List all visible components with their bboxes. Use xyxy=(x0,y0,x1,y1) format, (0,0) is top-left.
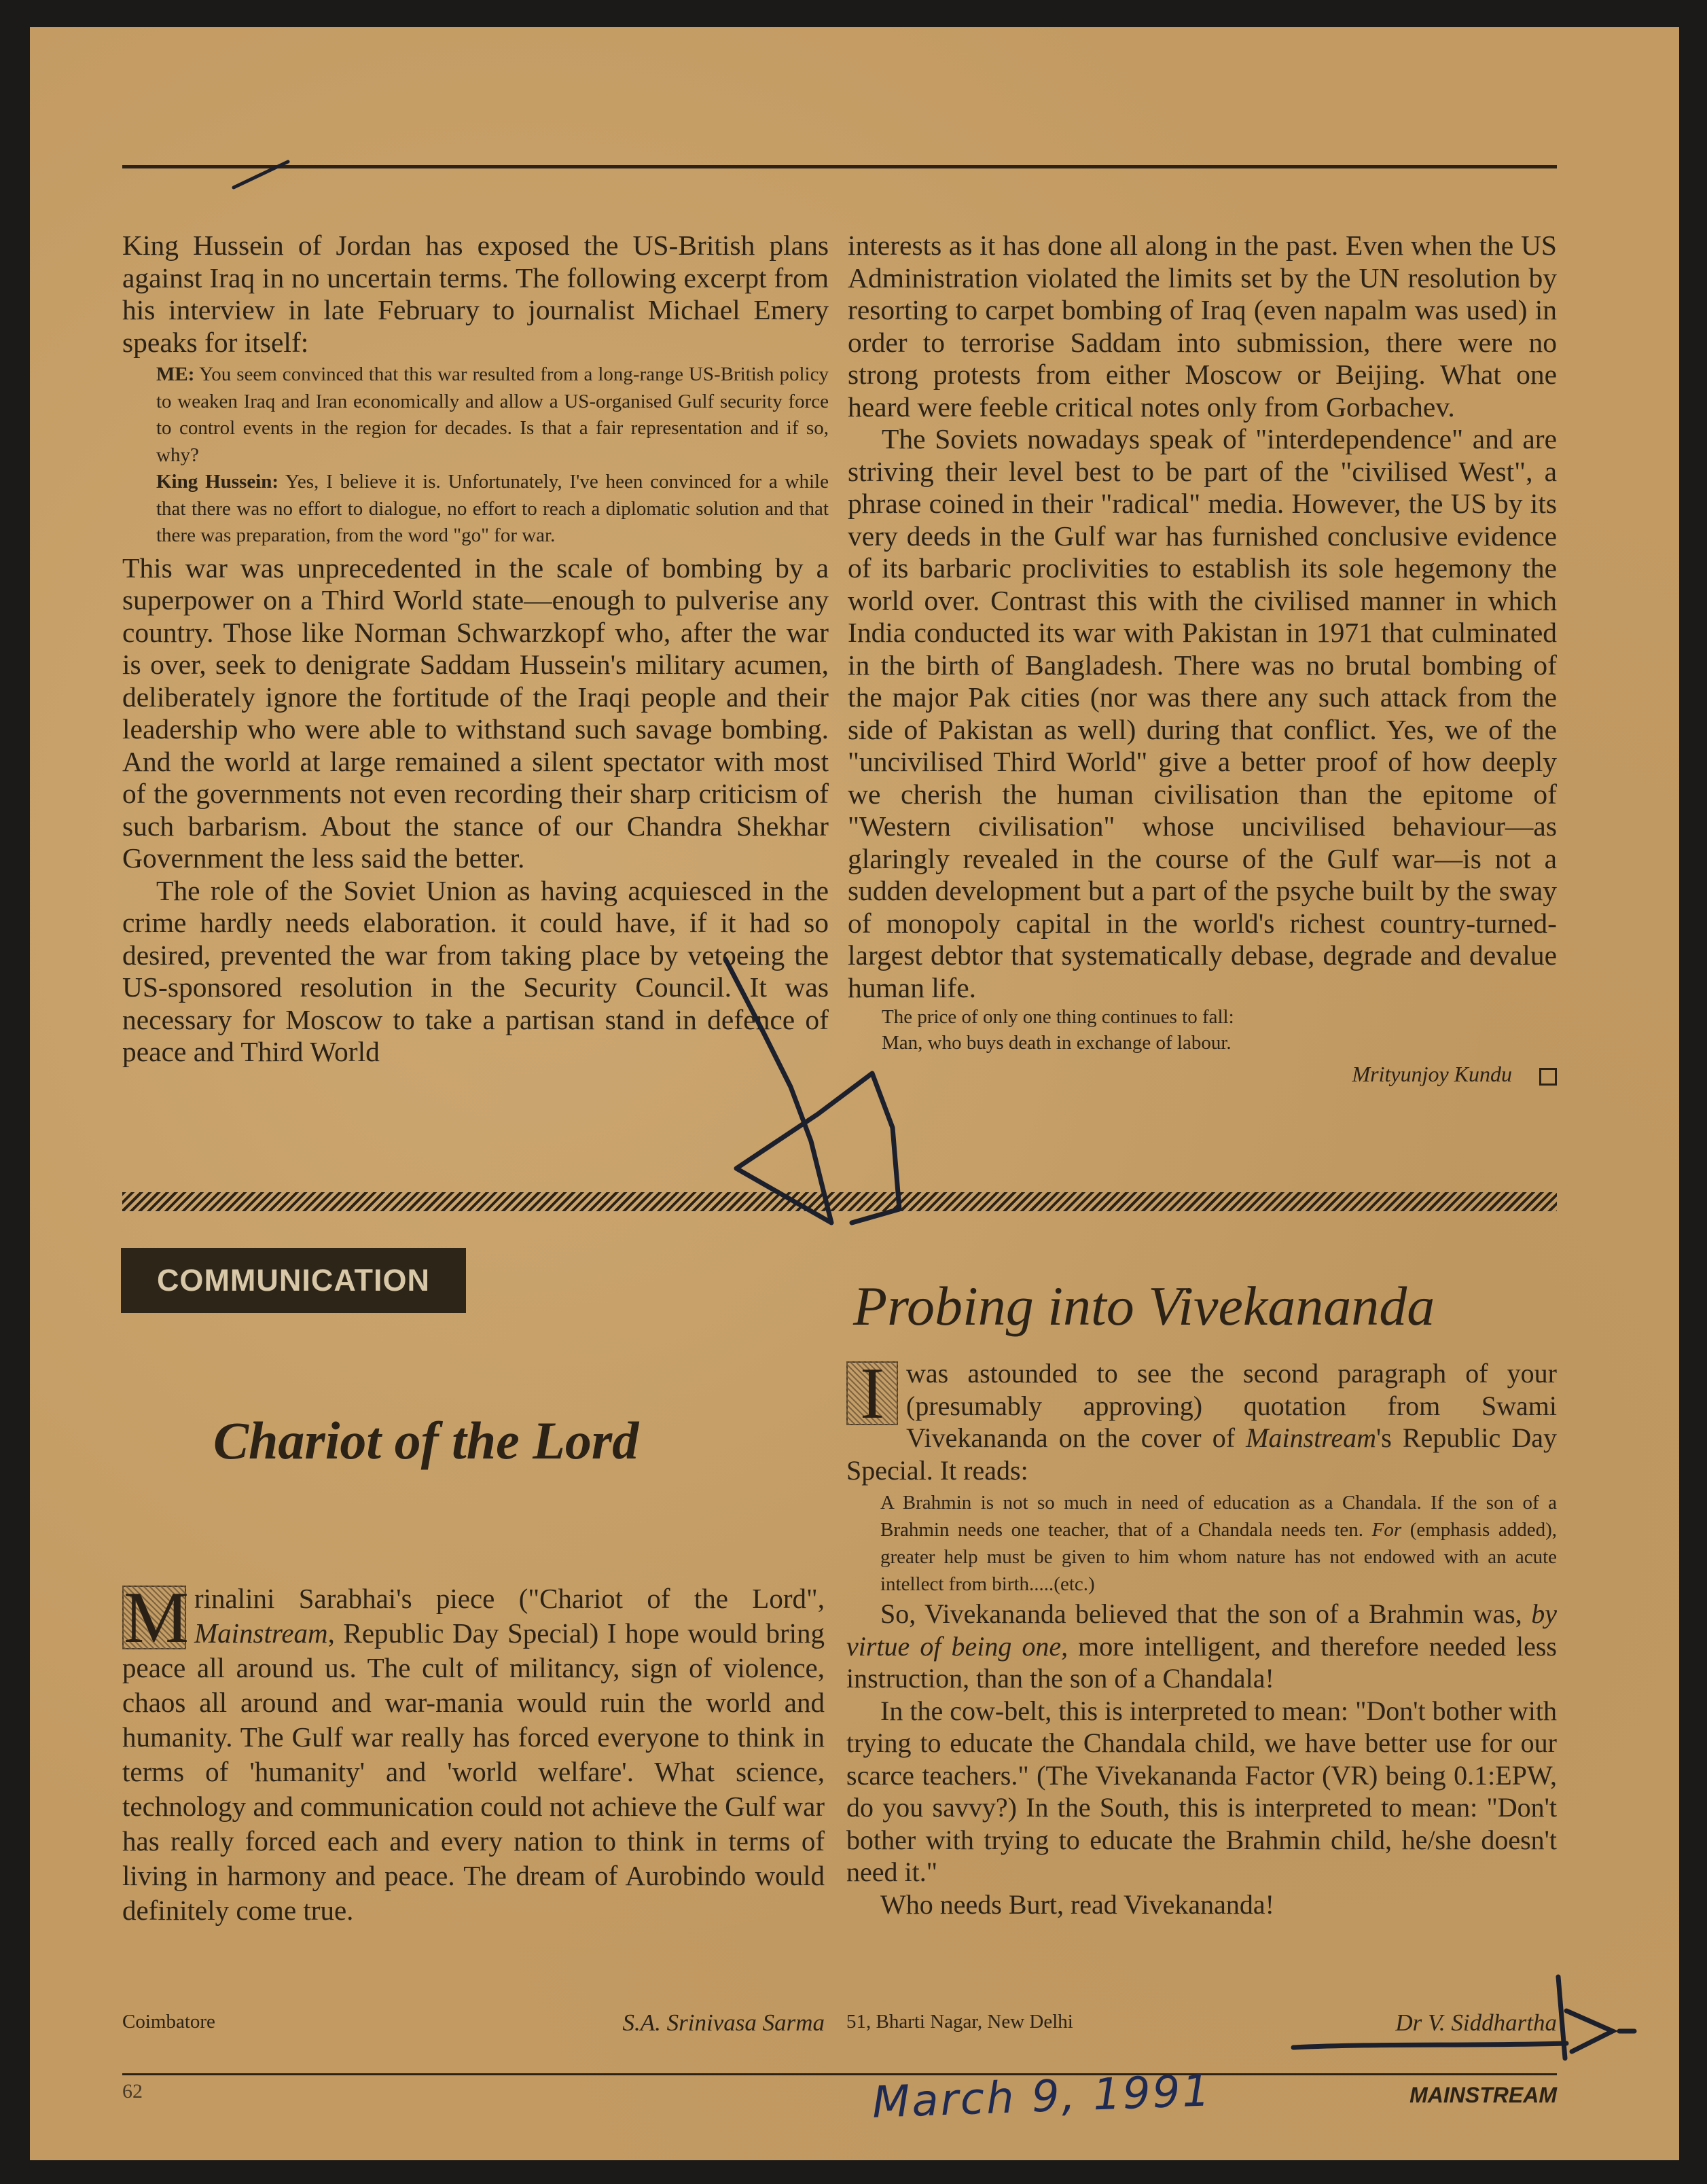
left-article-paragraph-2: This war was unprecedented in the scale of bombing by a superpower on a Third World state—enough to pulverise any country. Those like Norman Schwarzkopf who, after the war is over, seek to denigrate Saddam Hussein's military acumen, deliberately ignore the fortitude of the Iraqi people and their leadership who were able to withstand such savage bombing. And the world at large remained a silent spectator with most of the governments not even recording their sharp criticism of such barbarism. About the stance of our Chandra Shekhar Government the less said the better. xyxy=(122,552,829,874)
letter2-author: Dr V. Siddhartha xyxy=(1395,2009,1557,2036)
letter2-place: 51, Bharti Nagar, New Delhi xyxy=(846,2011,1073,2033)
letter2-title: Probing into Vivekananda xyxy=(853,1275,1435,1337)
corner-check-mark xyxy=(1558,1977,1634,2058)
star-pen-mark xyxy=(725,959,899,1223)
right-article-paragraph-1: interests as it has done all along in the past. Even when the US Administration violated the limits set by the UN resolution by resorting to carpet bombing of Iraq (even napalm was used) in order to terrorise Saddam into submission, there were no strong protests from either Moscow or Beijing. What one heard were feeble critical notes only from Gorbachev. xyxy=(848,230,1557,423)
underline-pen-mark xyxy=(1293,2043,1566,2047)
page-number: 62 xyxy=(122,2080,143,2102)
letter1-title: Chariot of the Lord xyxy=(213,1411,639,1470)
letter2-text-1: was astounded to see the second paragraph of your (presumably approving) quotation from Swami Vivekananda on the cover of xyxy=(906,1358,1557,1453)
newspaper-page xyxy=(30,27,1679,2160)
letter2-p2-a: So, Vivekananda believed that the son of a Brahmin was, xyxy=(880,1598,1522,1629)
letter1-mainstream: Mainstream xyxy=(194,1617,328,1649)
letter2-quote-b: (emphasis added), greater help must be given to him whom nature has not endowed with an acute intellect from birth.....(etc.) xyxy=(880,1519,1558,1595)
letter2-paragraph-3: In the cow-belt, this is interpreted to mean: "Don't bother with trying to educate the Chandala child, we have better use for our scarce teachers." (The Vivekananda Factor (VR) being 0.1:EPW, do you savvy?) In the South, this is interpreted to mean: "Don't bother with trying to educate the Brahmin child, he/she doesn't need it." xyxy=(846,1695,1557,1887)
handwritten-date: March 9, 1991 xyxy=(871,2066,1213,2128)
interviewer-question-text: You seem convinced that this war resulted from a long-range US-British policy to weaken Iraq and Iran economically and allow a US-organised Gulf security force to control events in the region for decades. Is that a fair representation and if so, why? xyxy=(156,363,829,466)
poem-line-2: Man, who buys death in exchange of labour. xyxy=(882,1032,1232,1054)
left-article-intro: King Hussein of Jordan has exposed the US-British plans against Iraq in no uncertain terms. The following excerpt from his interview in late February to journalist Michael Emery speaks for itself: xyxy=(122,230,829,358)
letter2-quote-for: For xyxy=(1371,1519,1402,1541)
letter1-text-start: rinalini Sarabhai's piece ("Chariot of the Lord", xyxy=(194,1583,825,1614)
letter1-place: Coimbatore xyxy=(122,2011,215,2033)
letter1-text-rest: , Republic Day Special) I hope would bring peace all around us. The cult of militancy, sign of violence, chaos all around and war-mania would ruin the world and humanity. The Gulf war really has forced everyone to think in terms of 'humanity' and 'world welfare'. What science, technology and communication could not achieve the Gulf war has really forced each and every nation to think in terms of living in harmony and peace. The dream of Aurobindo would definitely come true. xyxy=(122,1617,825,1926)
letter2-paragraph-4: Who needs Burt, read Vivekananda! xyxy=(880,1888,1274,1920)
letter2-p2-b: more intelligent, and therefore needed less instruction, than the son of a Chandala! xyxy=(846,1630,1557,1694)
letter2-p2-italic: by virtue of being one, xyxy=(846,1598,1557,1662)
author-name: Mrityunjoy Kundu xyxy=(1352,1062,1512,1086)
section-badge: COMMUNICATION xyxy=(121,1248,466,1313)
interviewee-answer-text: Yes, I believe it is. Unfortunately, I've heen convinced for a while that there was no effort to dialogue, no effort to reach a diplomatic solution and that there was preparation, from the word "go" for war. xyxy=(156,471,829,546)
letter2-mainstream: Mainstream xyxy=(1246,1422,1376,1453)
right-article-paragraph-2: The Soviets nowadays speak of "interdependence" and are striving their level best to be part of the "civilised West", a phrase coined in their "radical" media. However, the US by its very deeds in the Gulf war has furnished conclusive evidence of its barbaric proclivities to establish its sole hegemony the world over. Contrast this with the civilised manner in which India conducted its war with Pakistan in 1971 that culminated in the birth of Bangladesh. There was no brutal bombing of the major Pak cities (nor was there any such attack from the side of Pakistan as well) during that conflict. Yes, we of the "uncivilised Third World" give a better proof of how deeply we cherish the human civilisation than the epitome of "Western civilisation" whose uncivilised behaviour—as glaringly revealed in the course of the Gulf war—is not a sudden development but a part of the psyche built by the sway of monopoly capital in the world's richest country-turned-largest debtor that systematically debase, degrade and devalue human life. xyxy=(848,423,1557,1003)
left-article-paragraph-3: The role of the Soviet Union as having acquiesced in the crime hardly needs elaboration. it could have, if it had so desired, prevented the war from taking place by vetoeing the US-sponsored resolution in the Security Council. It was necessary for Moscow to take a partisan stand in defence of peace and Third World xyxy=(122,874,829,1067)
poem-line-1: The price of only one thing continues to fall: xyxy=(882,1006,1234,1028)
small-tick-mark xyxy=(234,162,288,187)
pen-annotation-marks xyxy=(30,27,1679,2160)
letter2-text-1-end: 's Republic Day Special. It reads: xyxy=(846,1422,1558,1486)
letter1-author: S.A. Srinivasa Sarma xyxy=(622,2009,825,2036)
letter2-quote-a: A Brahmin is not so much in need of education as a Chandala. If the son of a Brahmin needs one teacher, that of a Chandala needs ten. xyxy=(880,1492,1557,1541)
interviewer-label: ME: xyxy=(156,363,195,385)
interviewee-label: King Hussein: xyxy=(156,471,279,493)
dropcap-m: M xyxy=(124,1577,190,1658)
magazine-name: MAINSTREAM xyxy=(1409,2083,1557,2107)
dropcap-i: I xyxy=(846,1361,898,1425)
